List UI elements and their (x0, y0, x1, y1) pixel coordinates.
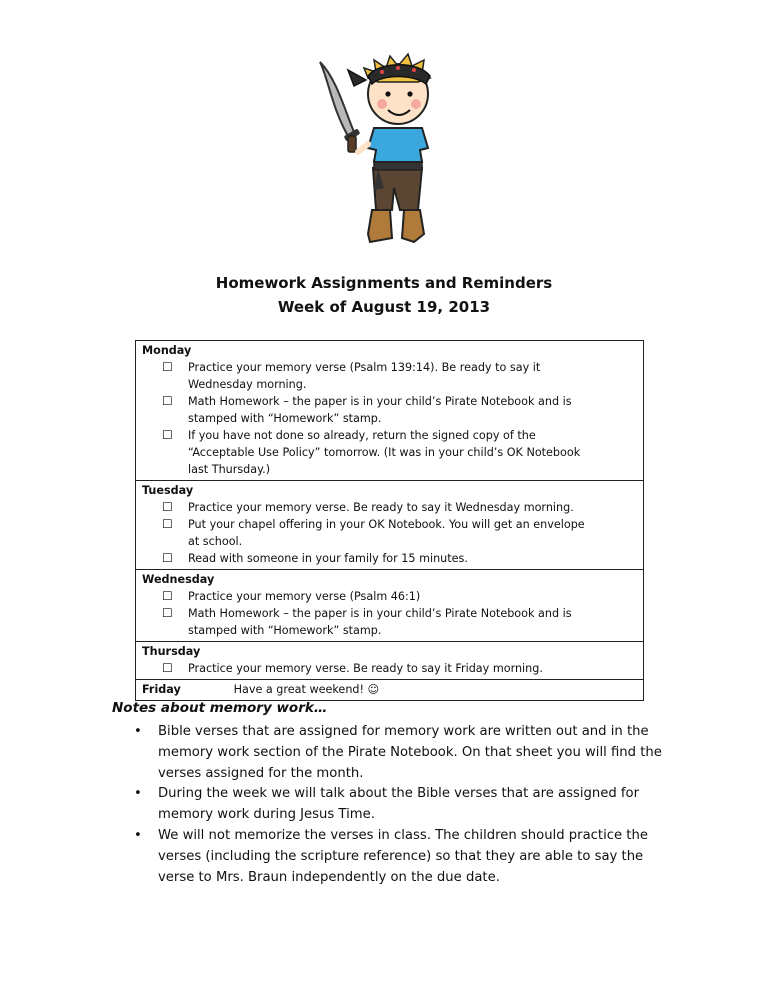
tuesday-row (136, 481, 644, 570)
checkbox-icon[interactable]: ☐ (162, 394, 173, 408)
checkbox-icon[interactable]: ☐ (162, 428, 173, 442)
bullet-icon: • (134, 786, 142, 802)
task-item: ☐ Practice your memory verse. Be ready to say it Wednesday morning. (162, 500, 574, 514)
checkbox-icon[interactable]: ☐ (162, 360, 173, 374)
friday-note: Have a great weekend! ☺ (233, 683, 380, 696)
wednesday-row (136, 570, 644, 642)
task-item: ☐ Practice your memory verse (Psalm 46:1) (162, 589, 421, 603)
checkbox-icon[interactable]: ☐ (162, 517, 173, 531)
day-label-wednesday: Wednesday (142, 573, 215, 586)
task-item: ☐ Math Homework – the paper is in your child’s Pirate Notebook and is stamped with “Homework” stamp. (162, 394, 572, 425)
list-item: • During the week we will talk about the Bible verses that are assigned for memory work during Jesus Time. (134, 784, 664, 826)
task-item: ☐ Practice your memory verse (Psalm 139:14). Be ready to say it Wednesday morning. (162, 360, 541, 391)
task-item: ☐ Math Homework – the paper is in your child’s Pirate Notebook and is stamped with “Homework” stamp. (162, 606, 572, 637)
pirate-boy-clipart (318, 38, 448, 250)
page-subtitle: Week of August 19, 2013 (277, 298, 491, 316)
checkbox-icon[interactable]: ☐ (162, 589, 173, 603)
notes-heading: Notes about memory work… (112, 700, 328, 716)
thursday-row (136, 642, 644, 680)
day-label-tuesday: Tuesday (142, 484, 194, 497)
day-label-thursday: Thursday (142, 645, 201, 658)
checkbox-icon[interactable]: ☐ (162, 551, 173, 565)
notes-list (134, 722, 664, 888)
task-item: ☐ Put your chapel offering in your OK Notebook. You will get an envelope at school. (162, 517, 585, 548)
bullet-icon: • (134, 827, 142, 843)
day-label-friday: Friday (142, 683, 181, 696)
list-item: • Bible verses that are assigned for memory work are written out and in the memory work section of the Pirate Notebook. On that sheet you will find the verses assigned for the month. (134, 722, 664, 784)
homework-table (135, 340, 644, 701)
monday-row (136, 341, 644, 481)
checkbox-icon[interactable]: ☐ (162, 661, 173, 675)
friday-row (136, 680, 644, 701)
task-item: ☐ Read with someone in your family for 15 minutes. (162, 551, 468, 565)
checkbox-icon[interactable]: ☐ (162, 606, 173, 620)
day-label-monday: Monday (142, 344, 192, 357)
list-item: • We will not memorize the verses in class. The children should practice the verses (including the scripture reference) so that they are able to say the verse to Mrs. Braun independently on the due date. (134, 826, 664, 888)
bullet-icon: • (134, 724, 142, 739)
page-title: Homework Assignments and Reminders (215, 274, 553, 292)
checkbox-icon[interactable]: ☐ (162, 500, 173, 514)
task-item: ☐ If you have not done so already, return the signed copy of the “Acceptable Use Policy” tomorrow. (It was in your child’s OK Notebook last Thursday.) (162, 428, 581, 476)
task-item: ☐ Practice your memory verse. Be ready to say it Friday morning. (162, 661, 543, 675)
